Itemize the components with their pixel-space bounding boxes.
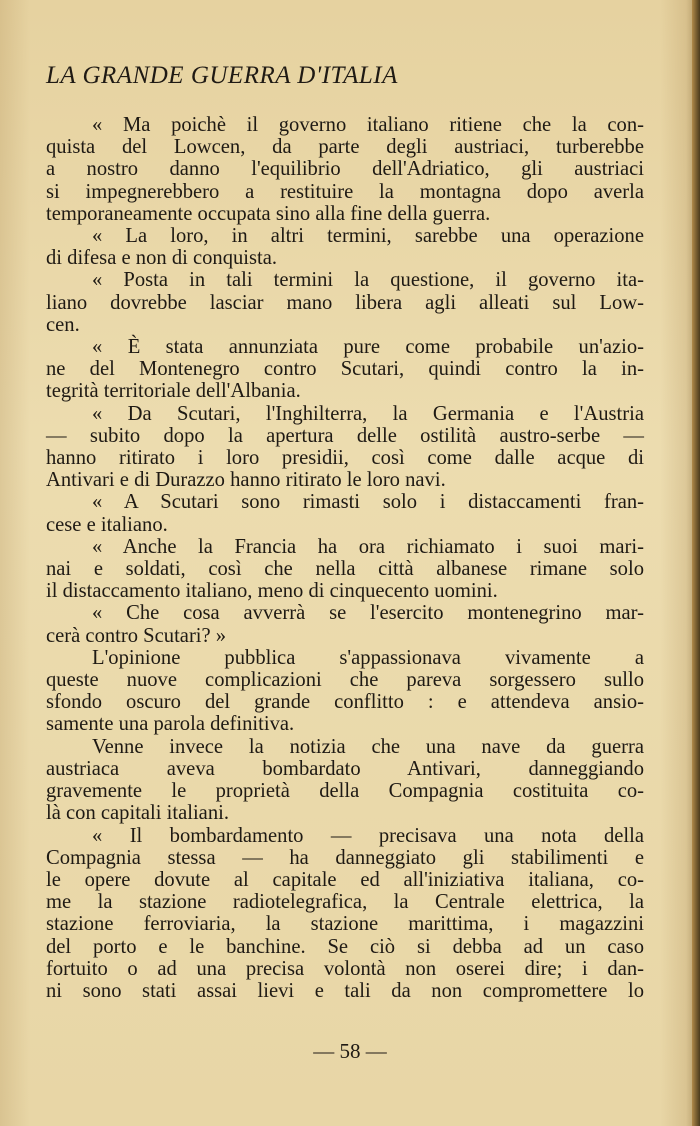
text-line: del porto e le banchine. Se ciò si debba ad un caso bbox=[46, 935, 644, 958]
text-line: Compagnia stessa — ha danneggiato gli stabilimenti e bbox=[46, 846, 644, 869]
text-line: quista del Lowcen, da parte degli austriaci, turberebbe bbox=[46, 136, 644, 159]
text-line: « La loro, in altri termini, sarebbe una operazione bbox=[92, 225, 644, 248]
text-line: queste nuove complicazioni che pareva sorgessero sullo bbox=[46, 669, 644, 692]
text-line: « Posta in tali termini la questione, il governo ita- bbox=[92, 269, 644, 292]
text-line: cen. bbox=[46, 313, 80, 336]
text-line: austriaca aveva bombardato Antivari, danneggiando bbox=[46, 757, 644, 780]
text-line: « Il bombardamento — precisava una nota della bbox=[92, 824, 644, 847]
page-edge-shadow bbox=[692, 0, 700, 1126]
text-line: sfondo oscuro del grande conflitto : e attendeva ansio- bbox=[46, 691, 644, 714]
text-line: temporaneamente occupata sino alla fine della guerra. bbox=[46, 202, 491, 225]
text-line: nai e soldati, così che nella città albanese rimane solo bbox=[46, 558, 644, 581]
text-line: « Anche la Francia ha ora richiamato i suoi mari- bbox=[92, 535, 644, 558]
text-line: cese e italiano. bbox=[46, 513, 168, 536]
page-number: — 58 — bbox=[313, 1039, 387, 1063]
text-line: stazione ferroviaria, la stazione marittima, i magazzini bbox=[46, 913, 644, 936]
text-line: samente una parola definitiva. bbox=[46, 713, 295, 736]
text-line: hanno ritirato i loro presidii, così come dalle acque di bbox=[46, 447, 644, 470]
text-line: Venne invece la notizia che una nave da guerra bbox=[92, 735, 644, 758]
text-line: « Da Scutari, l'Inghilterra, la Germania e l'Austria bbox=[92, 402, 644, 425]
text-line: « A Scutari sono rimasti solo i distaccamenti fran- bbox=[92, 491, 644, 514]
running-head: LA GRANDE GUERRA D'ITALIA bbox=[46, 62, 398, 89]
text-line: — subito dopo la apertura delle ostilità austro-serbe — bbox=[46, 424, 644, 447]
text-line: tegrità territoriale dell'Albania. bbox=[46, 380, 301, 403]
text-line: le opere dovute al capitale ed all'iniziativa italiana, co- bbox=[46, 868, 644, 891]
text-line: di difesa e non di conquista. bbox=[46, 247, 278, 270]
text-line: Antivari e di Durazzo hanno ritirato le loro navi. bbox=[46, 469, 446, 492]
text-line: ni sono stati assai lievi e tali da non compromettere lo bbox=[46, 979, 644, 1002]
text-line: fortuito o ad una precisa volontà non oserei dire; i dan- bbox=[46, 957, 644, 980]
text-line: il distaccamento italiano, meno di cinquecento uomini. bbox=[46, 580, 498, 603]
text-line: ne del Montenegro contro Scutari, quindi contro la in- bbox=[46, 358, 644, 381]
body-text bbox=[46, 114, 644, 1002]
text-line: si impegnerebbero a restituire la montagna dopo averla bbox=[46, 180, 644, 203]
text-line: là con capitali italiani. bbox=[46, 802, 229, 825]
text-line: liano dovrebbe lasciar mano libera agli alleati sul Low- bbox=[46, 291, 644, 314]
text-line: me la stazione radiotelegrafica, la Centrale elettrica, la bbox=[46, 891, 644, 914]
text-line: gravemente le proprietà della Compagnia costituita co- bbox=[46, 780, 644, 803]
text-line: « È stata annunziata pure come probabile un'azio- bbox=[92, 336, 644, 359]
text-line: L'opinione pubblica s'appassionava vivamente a bbox=[92, 646, 644, 669]
text-line: « Che cosa avverrà se l'esercito montenegrino mar- bbox=[92, 602, 644, 625]
text-line: cerà contro Scutari? » bbox=[46, 624, 227, 647]
text-line: « Ma poichè il governo italiano ritiene che la con- bbox=[92, 114, 644, 136]
text-line: a nostro danno l'equilibrio dell'Adriatico, gli austriaci bbox=[46, 158, 644, 181]
